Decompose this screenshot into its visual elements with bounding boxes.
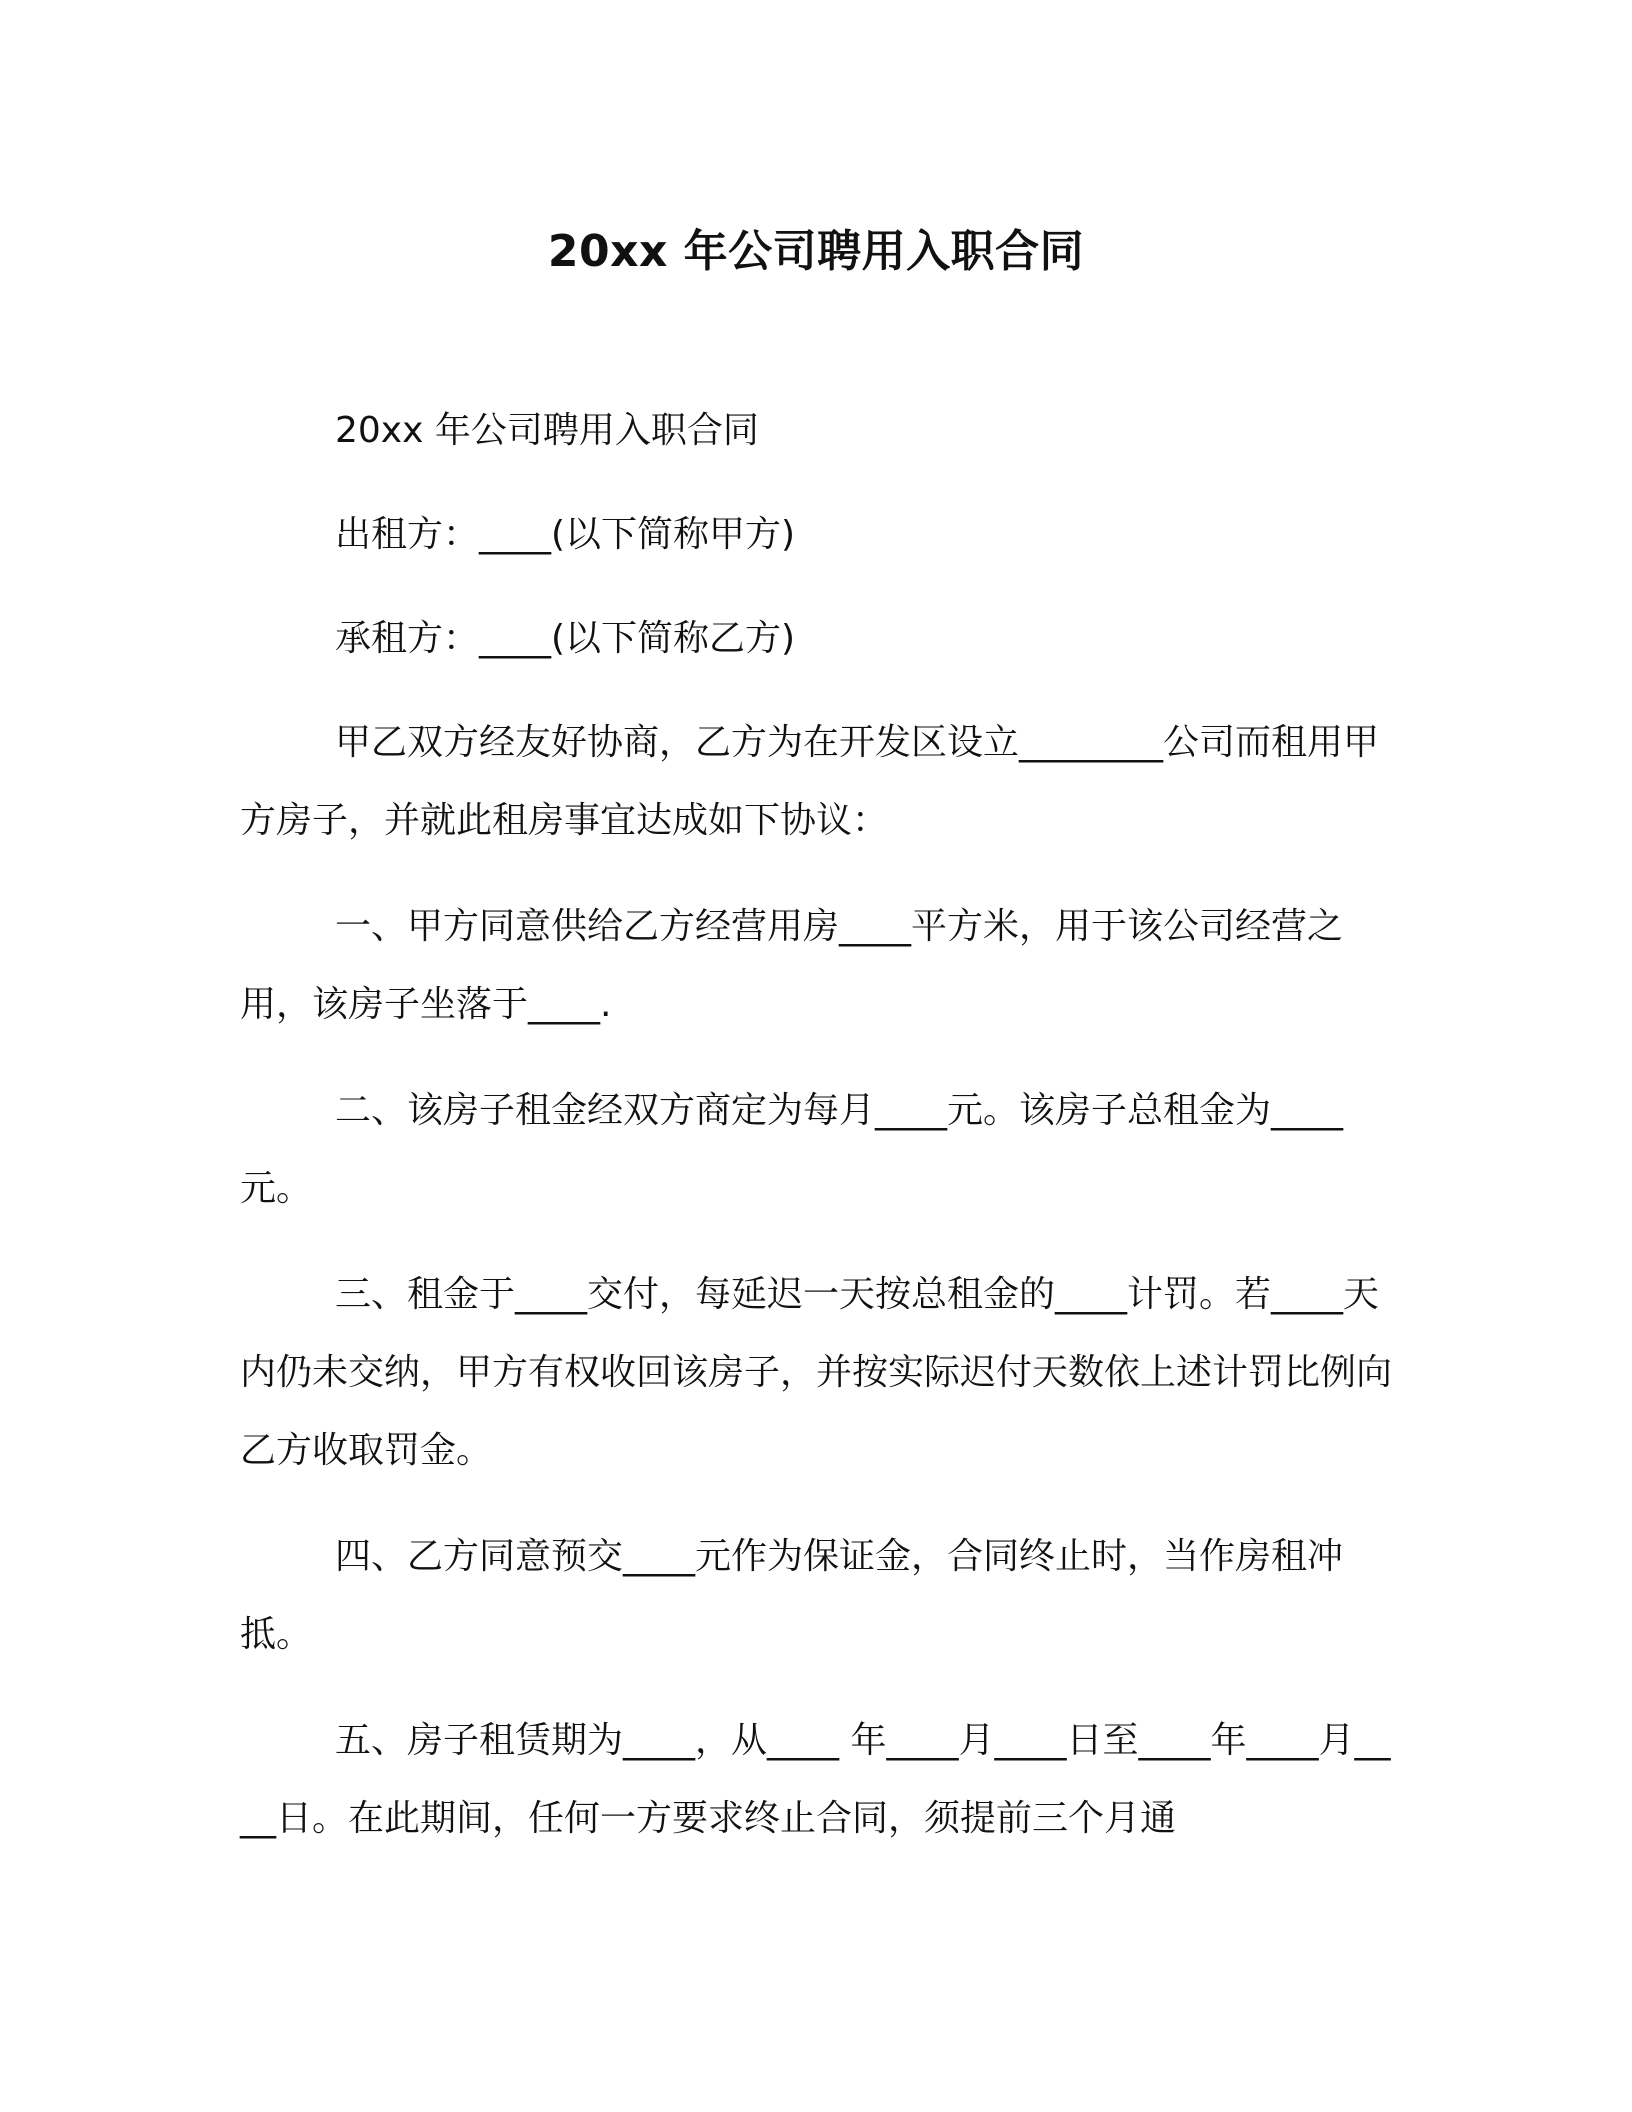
paragraph-lessor: 出租方：____(以下简称甲方) (335, 514, 796, 555)
document-body (240, 392, 1392, 1886)
document-title: 20xx 年公司聘用入职合同 (547, 226, 1085, 277)
paragraph-clause-1: 一、甲方同意供给乙方经营用房____平方米，用于该公司经营之用，该房子坐落于____. (240, 906, 1344, 1025)
paragraph-clause-3: 三、租金于____交付，每延迟一天按总租金的____计罚。若____天内仍未交纳，甲方有权收回该房子，并按实际迟付天数依上述计罚比例向乙方收取罚金。 (240, 1274, 1393, 1471)
paragraph-clause-2: 二、该房子租金经双方商定为每月____元。该房子总租金为____元。 (240, 1090, 1344, 1209)
paragraph-subtitle: 20xx 年公司聘用入职合同 (335, 410, 759, 451)
paragraph-clause-4: 四、乙方同意预交____元作为保证金，合同终止时，当作房租冲抵。 (240, 1536, 1344, 1655)
paragraph-lessee: 承租方：____(以下简称乙方) (335, 618, 796, 659)
paragraph-preamble: 甲乙双方经友好协商，乙方为在开发区设立________公司而租用甲方房子，并就此租房事宜达成如下协议： (240, 722, 1380, 841)
paragraph-clause-5: 五、房子租赁期为____，从____ 年____月____日至____年____月____日。在此期间，任何一方要求终止合同，须提前三个月通 (240, 1720, 1391, 1839)
